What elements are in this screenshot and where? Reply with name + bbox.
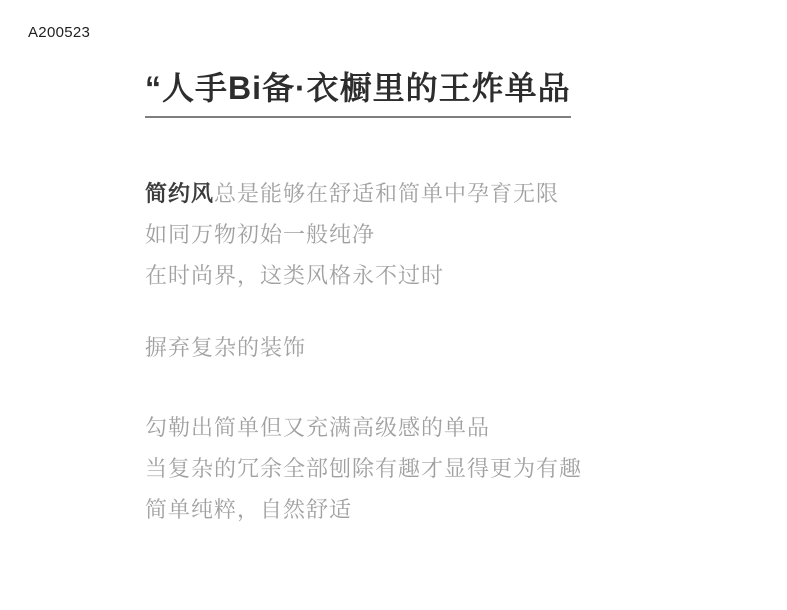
text-line: 当复杂的冗余全部刨除有趣才显得更为有趣 — [145, 455, 583, 481]
text-line: 总是能够在舒适和简单中孕育无限 — [214, 180, 560, 206]
article-content — [145, 70, 665, 530]
paragraph — [145, 407, 665, 530]
document-code: A200523 — [28, 24, 91, 41]
paragraph — [145, 173, 665, 296]
text-line: 简单纯粹，自然舒适 — [145, 496, 353, 522]
article-title: “人手Bi备·衣橱里的王炸单品 — [145, 70, 571, 118]
text-line: 在时尚界，这类风格永不过时 — [145, 262, 445, 288]
lead-text: 简约风 — [145, 180, 215, 206]
text-line: 如同万物初始一般纯净 — [145, 221, 376, 247]
text-line: 摒弃复杂的装饰 — [145, 334, 307, 360]
text-line: 勾勒出简单但又充满高级感的单品 — [145, 414, 491, 440]
paragraph — [145, 327, 665, 368]
